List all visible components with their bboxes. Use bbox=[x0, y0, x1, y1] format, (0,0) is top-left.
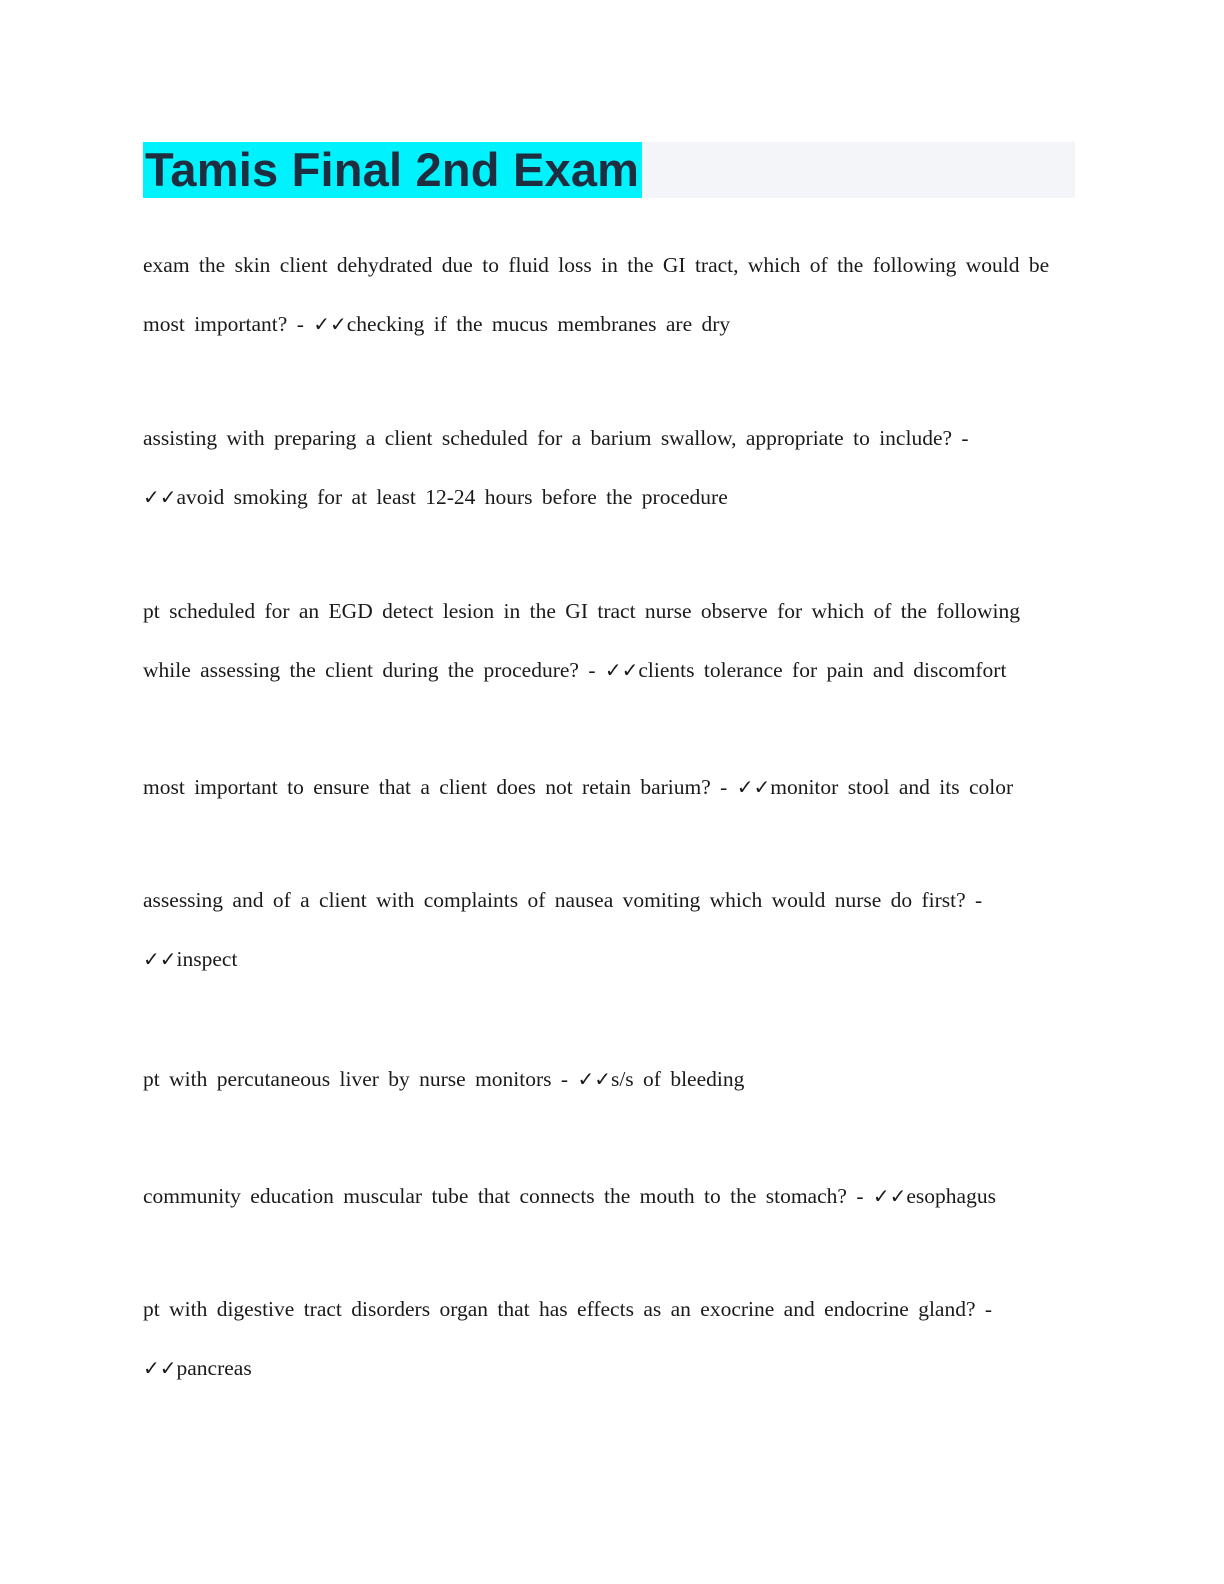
document-title: Tamis Final 2nd Exam bbox=[143, 142, 642, 198]
answer-text: s/s of bleeding bbox=[610, 1067, 745, 1091]
question-text: assisting with preparing a client scheduled for a barium swallow, appropriate to include? - bbox=[143, 426, 969, 450]
answer-text: pancreas bbox=[176, 1356, 252, 1380]
answer-text: monitor stool and its color bbox=[770, 775, 1014, 799]
question-answer-line bbox=[143, 295, 1078, 354]
answer-text: checking if the mucus membranes are dry bbox=[346, 312, 731, 336]
question-text: most important to ensure that a client does not retain barium? - bbox=[143, 775, 737, 799]
question-text: pt with digestive tract disorders organ that has effects as an exocrine and endocrine gland? - bbox=[143, 1297, 993, 1321]
qa-item bbox=[143, 409, 1078, 527]
answer-text: clients tolerance for pain and discomfort bbox=[638, 658, 1007, 682]
double-check-icon: ✓✓ bbox=[313, 312, 347, 336]
double-check-icon: ✓✓ bbox=[143, 947, 177, 971]
double-check-icon: ✓✓ bbox=[604, 658, 639, 682]
qa-item bbox=[143, 1167, 1078, 1226]
question-answer-line bbox=[143, 1167, 1078, 1226]
answer-text: avoid smoking for at least 12-24 hours before the procedure bbox=[176, 485, 728, 509]
double-check-icon: ✓✓ bbox=[577, 1067, 611, 1091]
double-check-icon: ✓✓ bbox=[872, 1184, 907, 1208]
question-answer-line bbox=[143, 1339, 1078, 1398]
question-text-end: while assessing the client during the procedure? - bbox=[143, 658, 605, 682]
question-text: community education muscular tube that connects the mouth to the stomach? - bbox=[143, 1184, 873, 1208]
question-answer-line bbox=[143, 641, 1078, 700]
question-text-end: most important? - bbox=[143, 312, 314, 336]
double-check-icon: ✓✓ bbox=[143, 1356, 177, 1380]
double-check-icon: ✓✓ bbox=[143, 485, 177, 509]
qa-item bbox=[143, 871, 1078, 989]
qa-item bbox=[143, 758, 1078, 817]
answer-text: inspect bbox=[176, 947, 238, 971]
question-text: pt with percutaneous liver by nurse monitors - bbox=[143, 1067, 578, 1091]
qa-item bbox=[143, 582, 1078, 700]
question-answer-line bbox=[143, 468, 1078, 527]
question-text: exam the skin client dehydrated due to fluid loss in the GI tract, which of the following would be bbox=[143, 253, 1050, 277]
title-banner bbox=[143, 142, 1075, 198]
question-text: assessing and of a client with complaints of nausea vomiting which would nurse do first? - bbox=[143, 888, 983, 912]
question-answer-line bbox=[143, 1050, 1078, 1109]
question-text: pt scheduled for an EGD detect lesion in the GI tract nurse observe for which of the following bbox=[143, 599, 1020, 623]
question-answer-line bbox=[143, 930, 1078, 989]
answer-text: esophagus bbox=[906, 1184, 996, 1208]
qa-item bbox=[143, 1280, 1078, 1398]
double-check-icon: ✓✓ bbox=[736, 775, 771, 799]
question-answer-line bbox=[143, 758, 1078, 817]
qa-item bbox=[143, 236, 1078, 354]
qa-item bbox=[143, 1050, 1078, 1109]
